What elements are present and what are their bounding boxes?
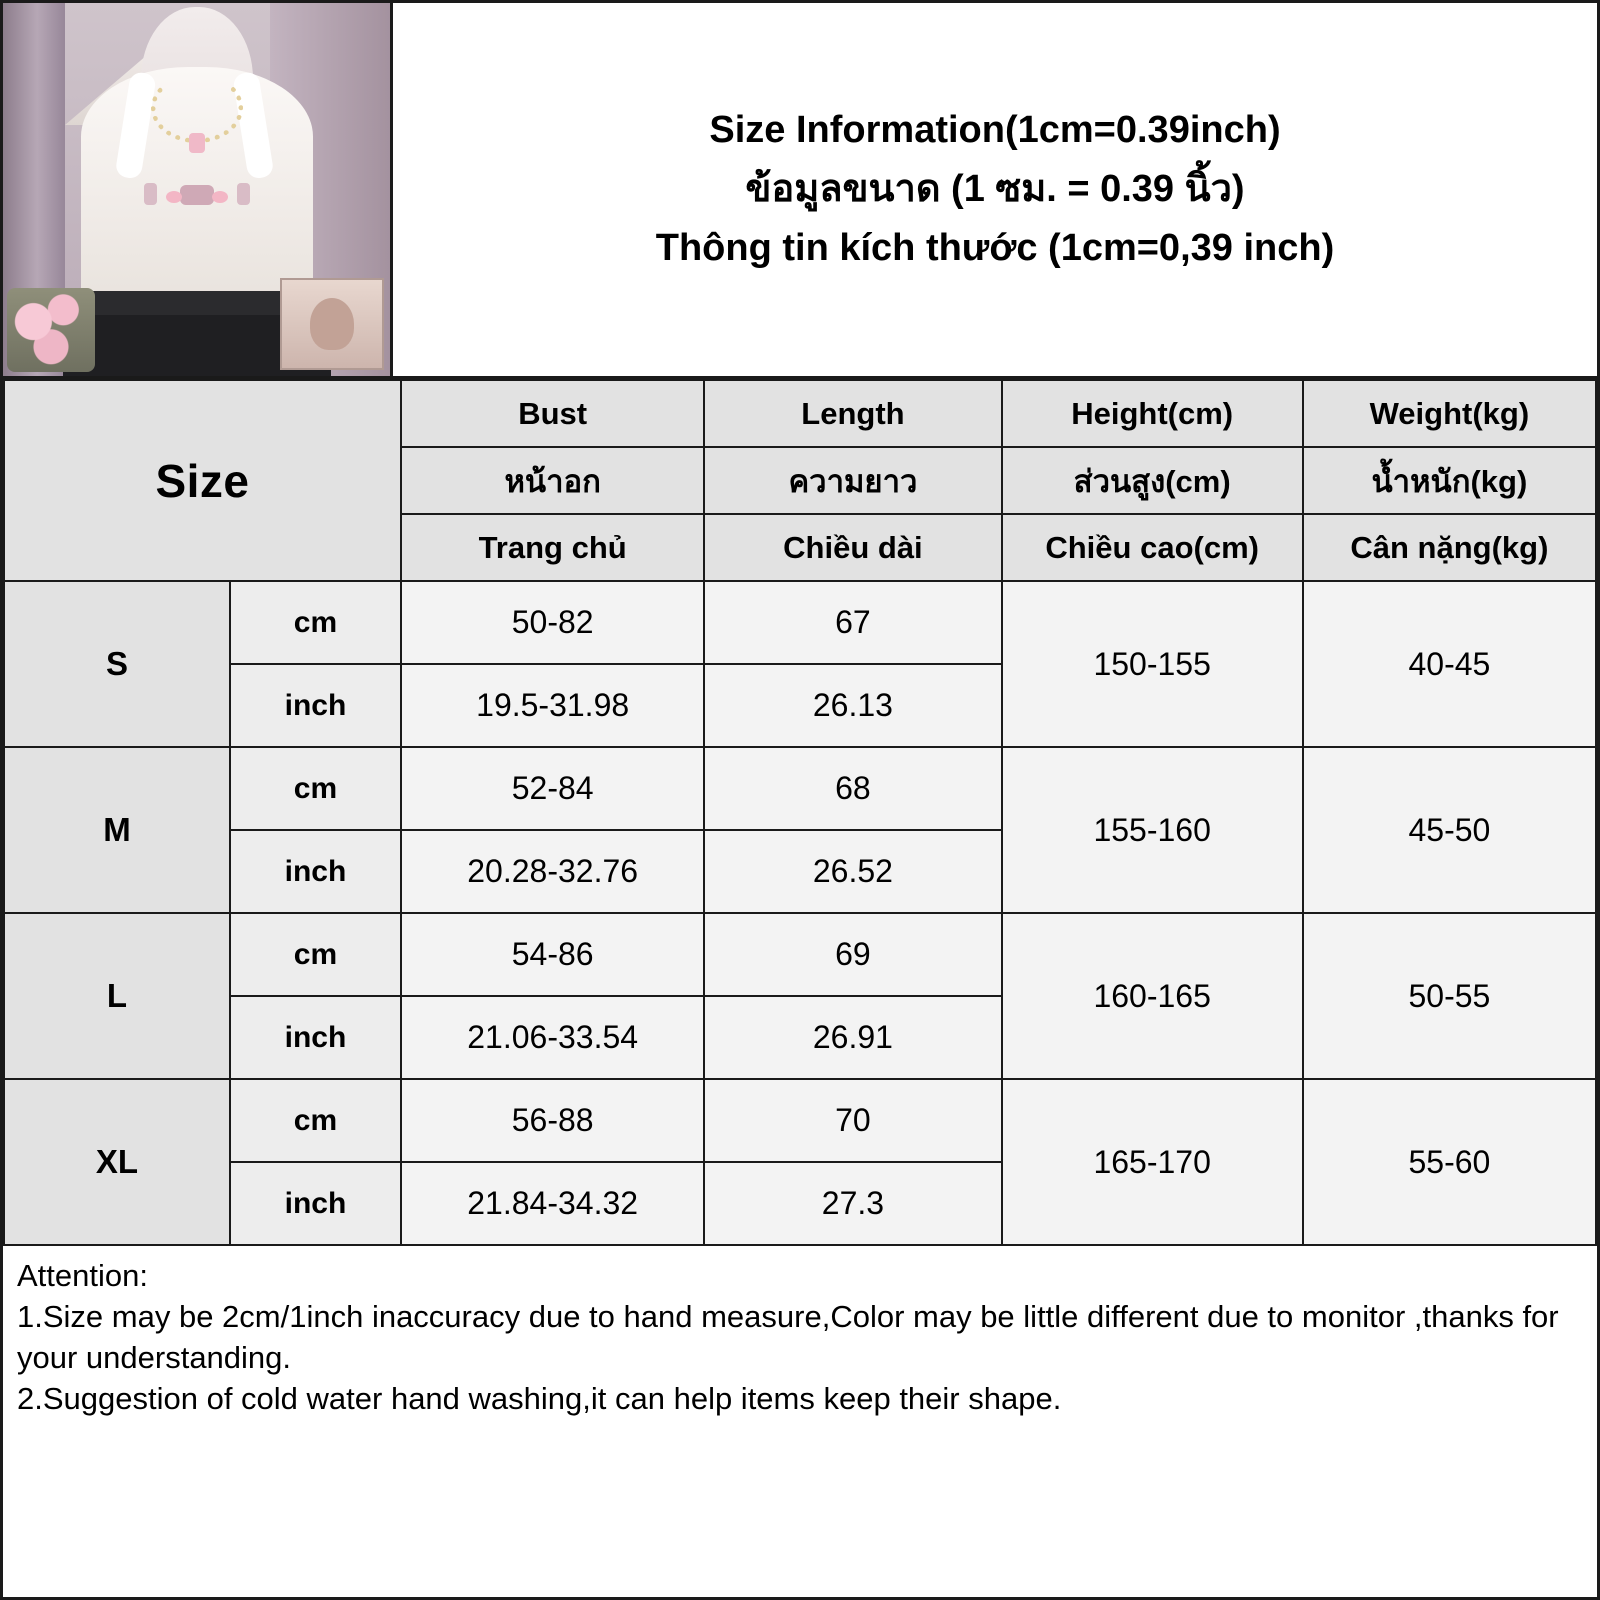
face-eye-left-icon <box>144 183 157 205</box>
product-photo <box>3 3 393 376</box>
bust-cm-l: 54-86 <box>401 913 704 996</box>
header-length-th: ความยาว <box>704 447 1001 514</box>
row-size-xl: XL <box>4 1079 230 1245</box>
length-inch-xl: 27.3 <box>704 1162 1001 1245</box>
header-height-vi: Chiều cao(cm) <box>1002 514 1303 581</box>
face-eye-right-icon <box>237 183 250 205</box>
weight-s: 40-45 <box>1303 581 1596 747</box>
length-cm-m: 68 <box>704 747 1001 830</box>
length-cm-xl: 70 <box>704 1079 1001 1162</box>
unit-inch-l: inch <box>230 996 401 1079</box>
size-table <box>3 379 1597 1246</box>
weight-l: 50-55 <box>1303 913 1596 1079</box>
header-height-en: Height(cm) <box>1002 380 1303 447</box>
unit-inch-s: inch <box>230 664 401 747</box>
table-row <box>4 1079 1596 1162</box>
table-row <box>4 581 1596 664</box>
header-weight-vi: Cân nặng(kg) <box>1303 514 1596 581</box>
flower-bouquet <box>7 288 95 372</box>
weight-xl: 55-60 <box>1303 1079 1596 1245</box>
length-inch-m: 26.52 <box>704 830 1001 913</box>
length-inch-l: 26.91 <box>704 996 1001 1079</box>
face-cheek-right-icon <box>212 191 228 203</box>
header-band <box>3 3 1597 379</box>
attention-block <box>3 1246 1597 1420</box>
unit-inch-m: inch <box>230 830 401 913</box>
unit-cm-m: cm <box>230 747 401 830</box>
length-cm-l: 69 <box>704 913 1001 996</box>
height-m: 155-160 <box>1002 747 1303 913</box>
header-bust-th: หน้าอก <box>401 447 704 514</box>
weight-m: 45-50 <box>1303 747 1596 913</box>
row-size-m: M <box>4 747 230 913</box>
necklace-pendant <box>189 133 205 153</box>
unit-cm-s: cm <box>230 581 401 664</box>
bust-cm-xl: 56-88 <box>401 1079 704 1162</box>
attention-note-1: 1.Size may be 2cm/1inch inaccuracy due to hand measure,Color may be little different due to monitor ,thanks for your understanding. <box>17 1298 1559 1375</box>
height-s: 150-155 <box>1002 581 1303 747</box>
header-length-en: Length <box>704 380 1001 447</box>
table-header-row-en <box>4 380 1596 447</box>
header-height-th: ส่วนสูง(cm) <box>1002 447 1303 514</box>
header-bust-vi: Trang chủ <box>401 514 704 581</box>
face-cheek-left-icon <box>166 191 182 203</box>
product-photo-image <box>3 3 390 376</box>
attention-note-2: 2.Suggestion of cold water hand washing,it can help items keep their shape. <box>17 1380 1062 1416</box>
table-row <box>4 913 1596 996</box>
header-length-vi: Chiều dài <box>704 514 1001 581</box>
length-inch-s: 26.13 <box>704 664 1001 747</box>
bust-inch-xl: 21.84-34.32 <box>401 1162 704 1245</box>
header-size-label: Size <box>4 380 401 581</box>
attention-heading: Attention: <box>17 1258 148 1293</box>
bust-inch-m: 20.28-32.76 <box>401 830 704 913</box>
header-weight-th: น้ำหนัก(kg) <box>1303 447 1596 514</box>
table-row <box>4 747 1596 830</box>
face-mouth-icon <box>180 185 214 205</box>
header-bust-en: Bust <box>401 380 704 447</box>
bust-inch-s: 19.5-31.98 <box>401 664 704 747</box>
bust-cm-s: 50-82 <box>401 581 704 664</box>
title-line-vi: Thông tin kích thước (1cm=0,39 inch) <box>655 226 1335 269</box>
unit-cm-xl: cm <box>230 1079 401 1162</box>
unit-cm-l: cm <box>230 913 401 996</box>
title-line-th: ข้อมูลขนาด (1 ซม. = 0.39 นิ้ว) <box>745 168 1245 211</box>
bust-cm-m: 52-84 <box>401 747 704 830</box>
row-size-s: S <box>4 581 230 747</box>
row-size-l: L <box>4 913 230 1079</box>
length-cm-s: 67 <box>704 581 1001 664</box>
height-xl: 165-170 <box>1002 1079 1303 1245</box>
title-line-en: Size Information(1cm=0.39inch) <box>709 109 1281 152</box>
bust-inch-l: 21.06-33.54 <box>401 996 704 1079</box>
height-l: 160-165 <box>1002 913 1303 1079</box>
unit-inch-xl: inch <box>230 1162 401 1245</box>
printed-face-graphic <box>132 179 262 223</box>
header-weight-en: Weight(kg) <box>1303 380 1596 447</box>
wall-poster <box>280 278 384 370</box>
title-block <box>393 3 1597 376</box>
